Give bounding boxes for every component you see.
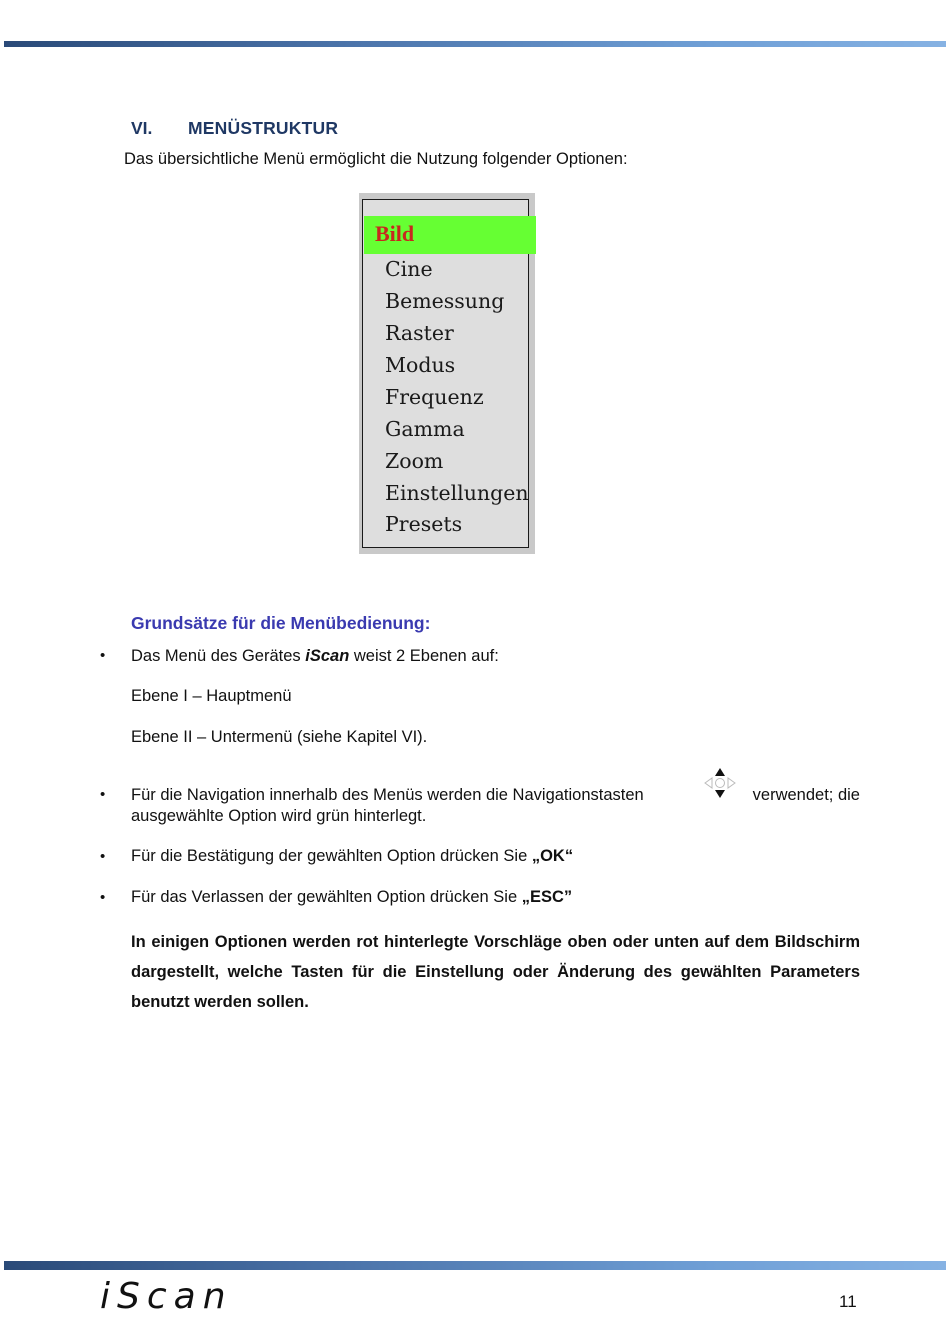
bullet: • (100, 848, 106, 865)
section-number: VI. (131, 118, 153, 138)
level-two-text: Ebene II – Untermenü (siehe Kapitel VI). (131, 728, 428, 746)
principles-heading: Grundsätze für die Menübedienung: (131, 613, 431, 633)
key-label-ok: „OK“ (531, 847, 574, 865)
brand-name: iScan (305, 647, 350, 665)
menu-item: Modus (385, 353, 456, 377)
bullet-text: Für das Verlassen der gewählten Option drücken Sie (131, 888, 522, 906)
menu-item: Raster (385, 321, 454, 345)
bullet-text: Für die Navigation innerhalb des Menüs werden die Navigationstasten (131, 786, 644, 804)
key-label-esc: „ESC” (521, 888, 573, 906)
footer-logo: iScan (100, 1276, 233, 1317)
bullet-text-line2: ausgewählte Option wird grün hinterlegt. (131, 807, 427, 825)
note-paragraph: In einigen Optionen werden rot hinterlegte Vorschläge oben oder unten auf dem Bildschirm dargestellt, welche Tasten für die Einstellung oder Änderung des gewählten Parameters benutzt werden sollen. (131, 933, 860, 1011)
menu-screenshot (359, 193, 535, 554)
menu-item: Cine (385, 257, 433, 281)
bullet-navigation (131, 785, 860, 827)
section-title: MENÜSTRUKTUR (188, 118, 339, 138)
menu-item: Gamma (385, 417, 465, 441)
level-one-text: Ebene I – Hauptmenü (131, 687, 292, 705)
menu-item: Presets (385, 512, 463, 536)
header-rule (4, 41, 946, 47)
bullet-text: Das Menü des Gerätes (131, 647, 306, 665)
menu-item: Zoom (385, 449, 444, 473)
bullet: • (100, 647, 106, 664)
bullet-text: Für die Bestätigung der gewählten Option drücken Sie (131, 847, 532, 865)
bullet-text-tail: verwendet; die (752, 786, 860, 804)
page-number: 11 (839, 1292, 857, 1311)
menu-panel (362, 199, 529, 548)
menu-item: Einstellungen (385, 481, 529, 505)
bullet-confirm (131, 847, 573, 866)
bullet-levels (131, 647, 499, 666)
intro-text: Das übersichtliche Menü ermöglicht die Nutzung folgender Optionen: (124, 150, 628, 168)
menu-item-selected-label: Bild (375, 221, 415, 246)
menu-item: Frequenz (385, 385, 484, 409)
bullet: • (100, 786, 106, 803)
menu-item: Bemessung (385, 289, 505, 313)
menu-item-selected (364, 216, 536, 254)
footer-rule (4, 1261, 946, 1270)
bullet-exit (131, 888, 572, 907)
navigation-keys-icon (704, 767, 736, 801)
bullet: • (100, 889, 106, 906)
bullet-text: weist 2 Ebenen auf: (349, 647, 499, 665)
